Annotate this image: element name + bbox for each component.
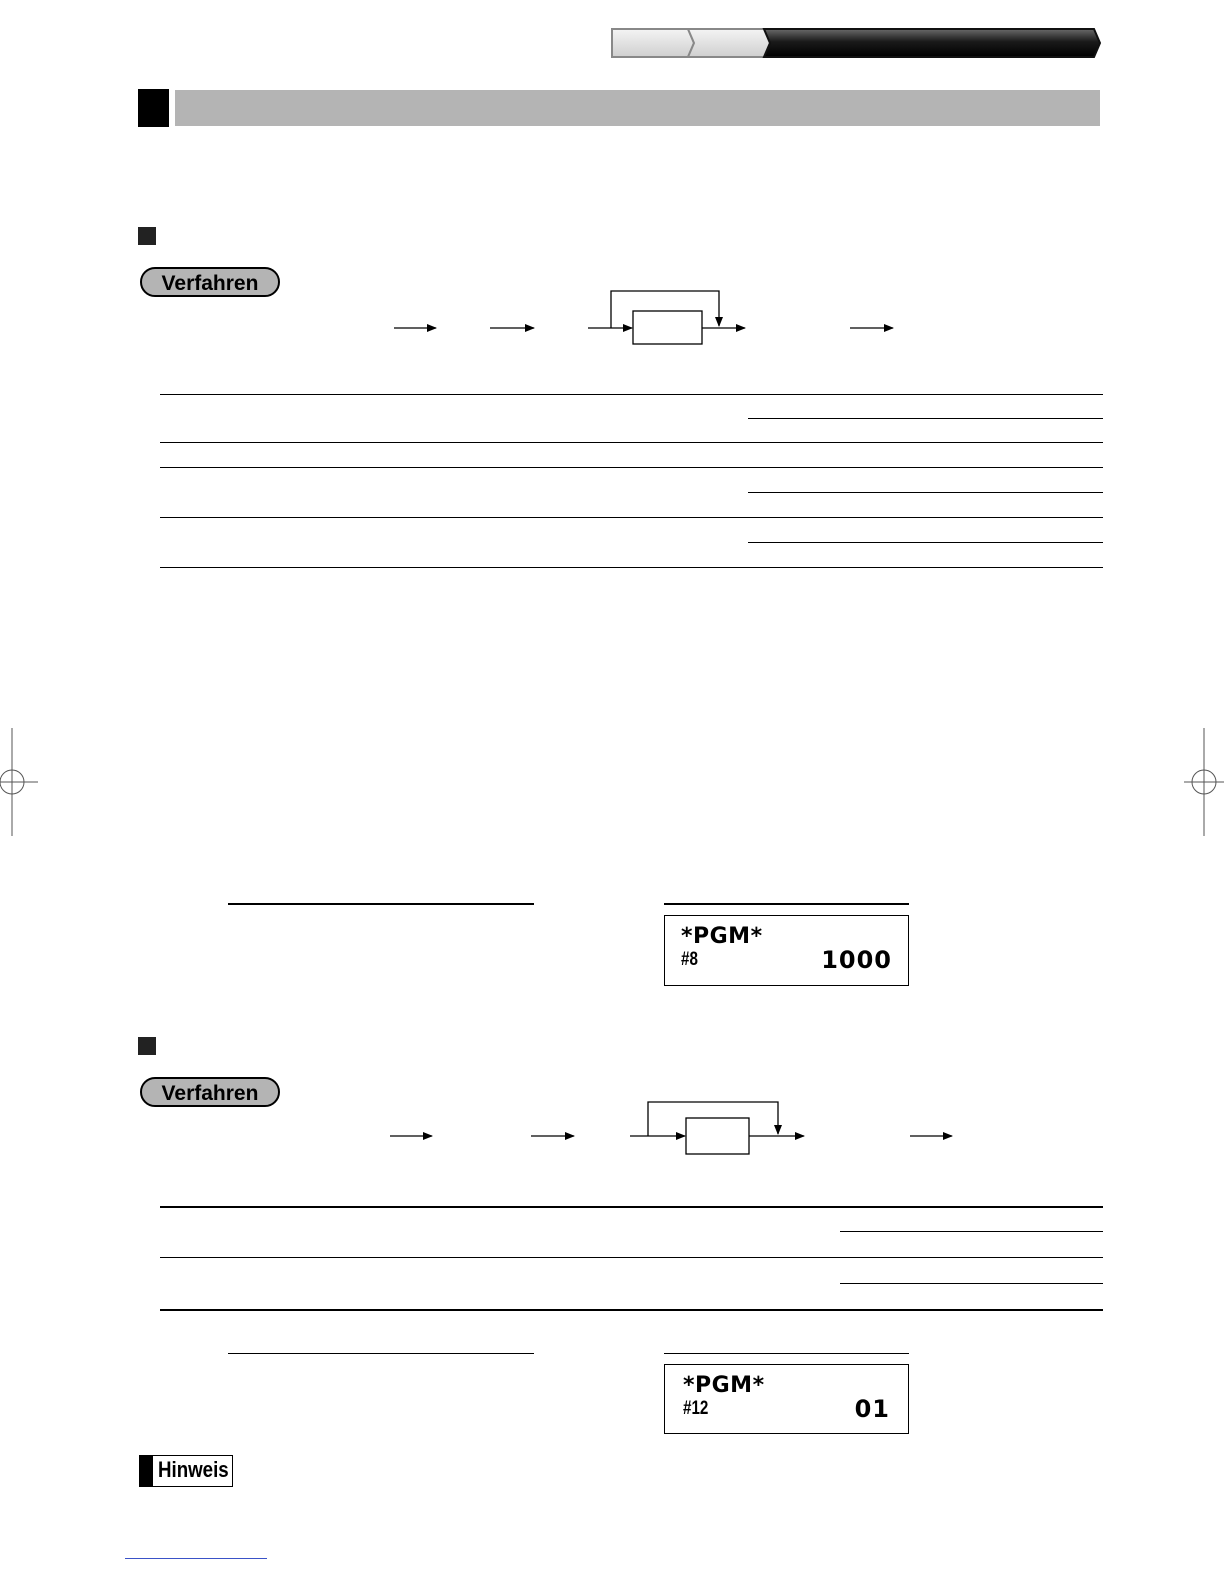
table-1-rule: [748, 418, 1103, 419]
table-1-rule: [160, 467, 1103, 468]
crop-mark-right: [1184, 728, 1224, 836]
table-2-rule: [160, 1309, 1103, 1311]
note-label-bar: [140, 1456, 153, 1486]
section-number-block: [138, 89, 169, 127]
table-1-rule: [748, 492, 1103, 493]
display-1-value: 1000: [821, 946, 892, 974]
display-1: [664, 915, 909, 986]
table-2-rule: [840, 1231, 1103, 1232]
procedure-flow-diagram-1: [380, 285, 900, 355]
example-2-key-rule: [228, 1353, 534, 1354]
table-1-rule: [748, 542, 1103, 543]
display-1-line1: *PGM*: [681, 924, 763, 949]
note-label-text: Hinweis: [158, 1457, 229, 1482]
procedure-flow-diagram-2: [380, 1095, 960, 1165]
example-2-print-rule: [664, 1353, 909, 1354]
table-1-rule: [160, 442, 1103, 443]
key-box: [633, 311, 702, 344]
progress-breadcrumb: [608, 26, 1108, 62]
table-2-rule: [160, 1257, 1103, 1258]
example-1-print-rule: [664, 903, 909, 905]
display-2-code: #12: [683, 1398, 709, 1419]
display-1-code: #8: [681, 949, 698, 970]
subsection-bullet-1: [138, 227, 156, 245]
crop-mark-left: [0, 728, 40, 836]
example-1-key-rule: [228, 903, 534, 905]
display-2-line1: *PGM*: [683, 1373, 765, 1398]
table-1-rule: [160, 394, 1103, 395]
note-label: [139, 1455, 233, 1487]
breadcrumb-step-3-active: [764, 29, 1100, 57]
table-1-rule: [160, 567, 1103, 568]
procedure-badge-1: Verfahren: [140, 267, 280, 297]
display-2-value: 01: [854, 1395, 890, 1423]
table-1-rule: [160, 517, 1103, 518]
key-box: [686, 1118, 749, 1154]
table-2-rule: [160, 1206, 1103, 1208]
display-2: [664, 1364, 909, 1434]
table-2-rule: [840, 1283, 1103, 1284]
footer-rule: [125, 1558, 267, 1559]
breadcrumb-step-1: [612, 29, 694, 57]
section-title-bar: [175, 90, 1100, 126]
subsection-bullet-2: [138, 1037, 156, 1055]
breadcrumb-step-2: [688, 29, 770, 57]
procedure-badge-2: Verfahren: [140, 1077, 280, 1107]
